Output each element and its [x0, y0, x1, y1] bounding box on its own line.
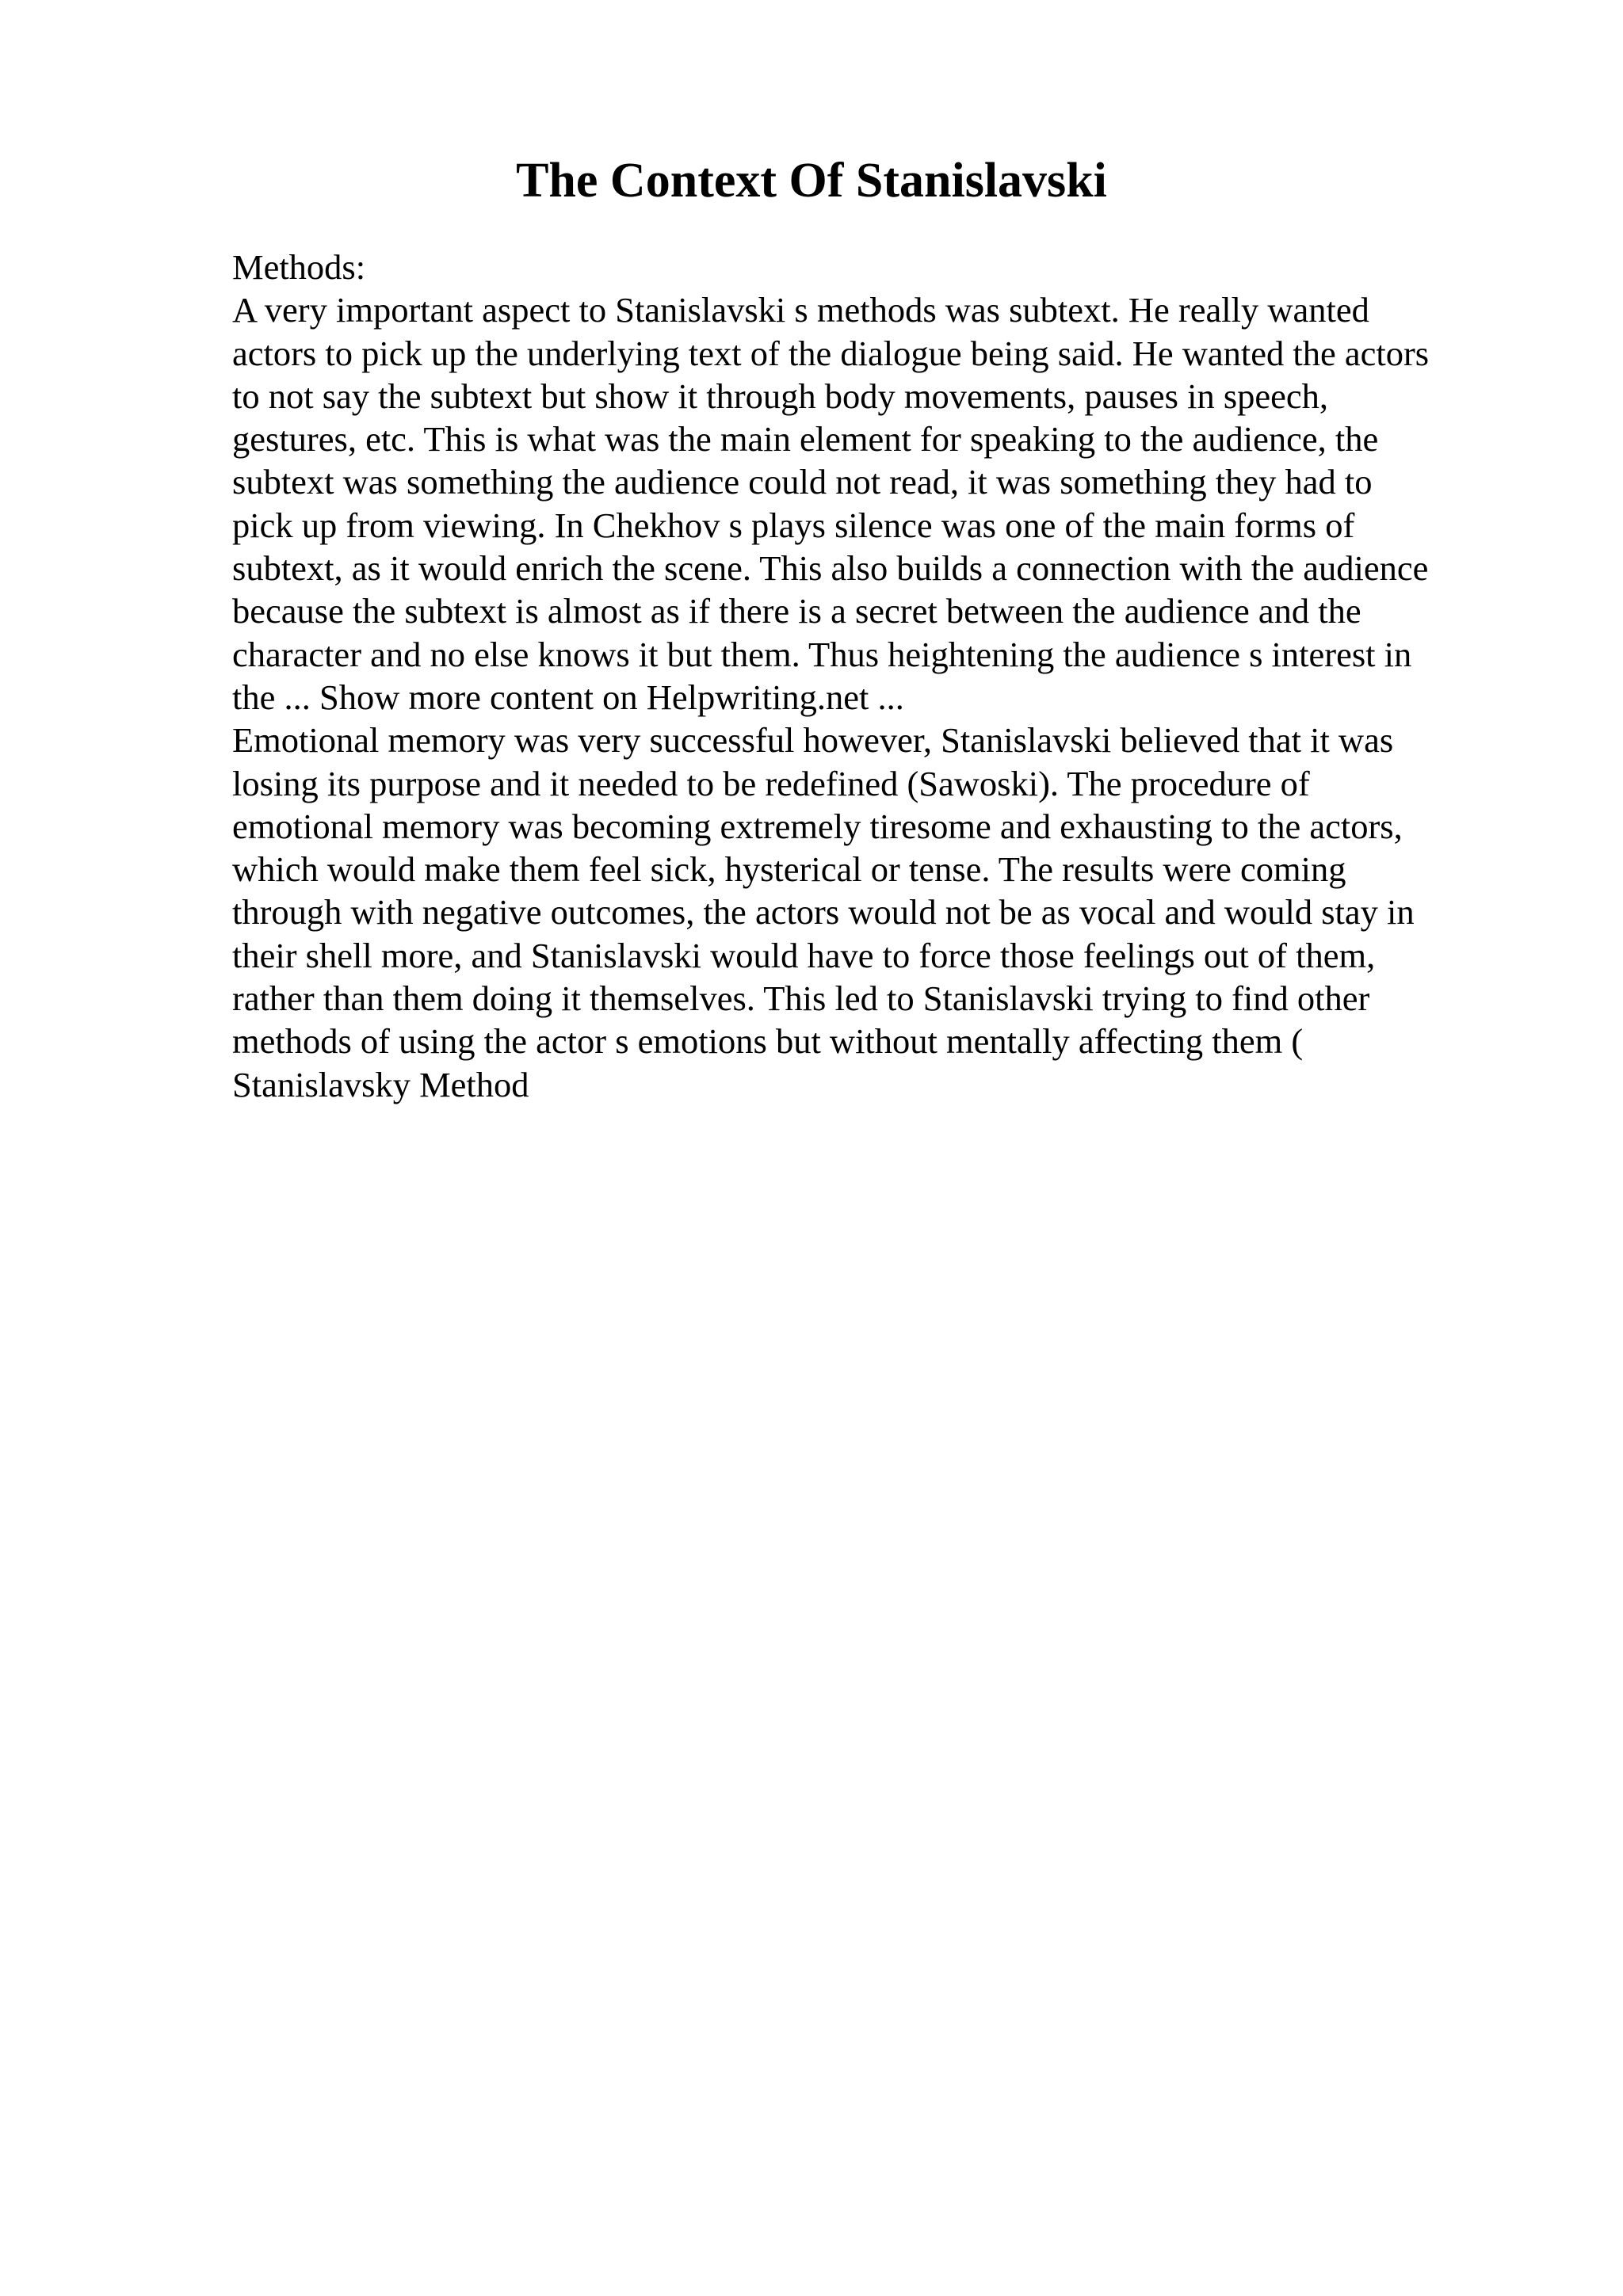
text-line: Emotional memory was very successful however, Stanislavski believed that it was: [232, 720, 1394, 761]
text-line: subtext was something the audience could not read, it was something they had to: [232, 462, 1373, 502]
show-more-link[interactable]: the ... Show more content on Helpwriting.net ...: [232, 677, 904, 717]
text-line: pick up from viewing. In Chekhov s plays silence was one of the main forms of: [232, 505, 1355, 545]
text-line: A very important aspect to Stanislavski s methods was subtext. He really wanted: [232, 290, 1369, 330]
text-line: emotional memory was becoming extremely tiresome and exhausting to the actors,: [232, 806, 1403, 846]
page-title: The Context Of Stanislavski: [516, 154, 1107, 208]
text-line: rather than them doing it themselves. This led to Stanislavski trying to find other: [232, 978, 1370, 1019]
text-line: methods of using the actor s emotions but without mentally affecting them (: [232, 1021, 1304, 1062]
text-line: actors to pick up the underlying text of the dialogue being said. He wanted the actors: [232, 333, 1430, 373]
document-body: [232, 246, 1500, 1106]
text-line: Stanislavsky Method: [232, 1064, 529, 1104]
text-line: character and no else knows it but them. Thus heightening the audience s interest in: [232, 634, 1412, 674]
text-line: Methods:: [232, 247, 366, 287]
text-line: which would make them feel sick, hysterical or tense. The results were coming: [232, 849, 1346, 890]
text-line: through with negative outcomes, the actors would not be as vocal and would stay in: [232, 892, 1415, 933]
text-line: to not say the subtext but show it through body movements, pauses in speech,: [232, 376, 1329, 416]
text-line: subtext, as it would enrich the scene. This also builds a connection with the audience: [232, 548, 1429, 589]
text-line: because the subtext is almost as if there is a secret between the audience and the: [232, 591, 1361, 631]
text-line: gestures, etc. This is what was the main element for speaking to the audience, the: [232, 419, 1379, 460]
text-line: losing its purpose and it needed to be redefined (Sawoski). The procedure of: [232, 763, 1310, 803]
text-line: their shell more, and Stanislavski would have to force those feelings out of them,: [232, 935, 1376, 975]
